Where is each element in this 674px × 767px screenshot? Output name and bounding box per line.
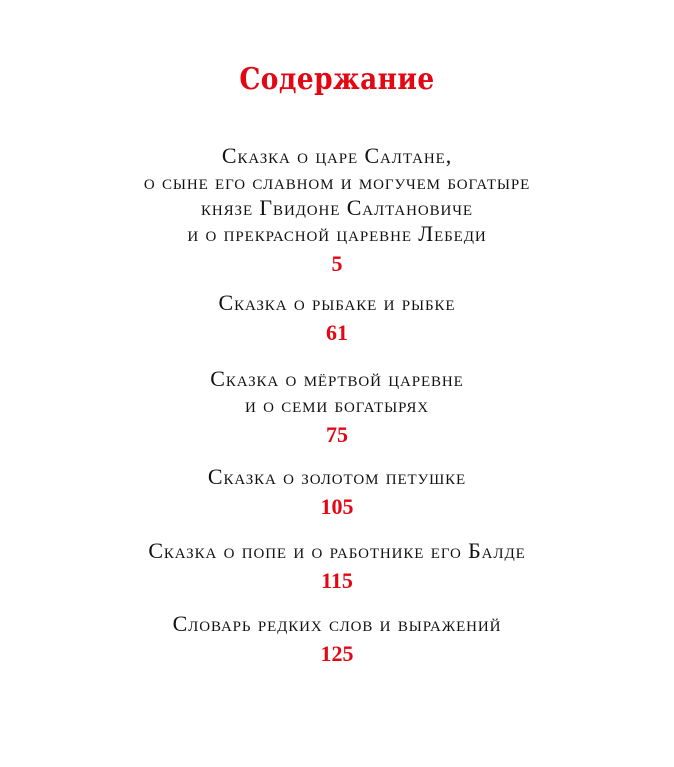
- toc-page-number: 105: [320, 494, 354, 519]
- toc-entry-title: [0, 290, 674, 316]
- toc-entry-priest-balda[interactable]: [0, 538, 674, 594]
- toc-entry-title-line: Сказка о мёртвой царевне: [210, 366, 464, 391]
- toc-entry-title-line: и о прекрасной царевне Лебеди: [187, 221, 487, 246]
- toc-page-number: 5: [331, 251, 343, 276]
- toc-entry-title-line: Сказка о золотом петушке: [207, 464, 467, 489]
- toc-entry-title-line: о сыне его славном и могучем богатыре: [143, 169, 531, 194]
- toc-entry-title-line: Сказка о царе Салтане,: [221, 143, 453, 168]
- toc-page-number: 115: [321, 568, 353, 593]
- toc-page-number: 125: [320, 641, 354, 666]
- toc-entry-title-line: и о семи богатырях: [244, 392, 430, 417]
- toc-page-number: 61: [326, 320, 348, 345]
- toc-entry-title: [0, 143, 674, 247]
- toc-entry-title-line: Словарь редких слов и выражений: [172, 611, 502, 636]
- toc-entry-dead-princess[interactable]: [0, 366, 674, 448]
- toc-page-number: 75: [326, 422, 348, 447]
- toc-entry-title: [0, 366, 674, 418]
- toc-entry-title: [0, 464, 674, 490]
- toc-entry-golden-cockerel[interactable]: [0, 464, 674, 520]
- toc-entry-title-line: Сказка о попе и о работнике его Балде: [148, 538, 526, 563]
- toc-entry-tsar-saltan[interactable]: [0, 143, 674, 277]
- toc-entry-title: [0, 611, 674, 637]
- toc-entry-fisherman[interactable]: [0, 290, 674, 346]
- page-title: Содержание: [239, 62, 435, 97]
- toc-entry-title-line: Сказка о рыбаке и рыбке: [218, 290, 456, 315]
- toc-entry-glossary[interactable]: [0, 611, 674, 667]
- toc-entry-title-line: князе Гвидоне Салтановиче: [201, 195, 473, 220]
- toc-entry-title: [0, 538, 674, 564]
